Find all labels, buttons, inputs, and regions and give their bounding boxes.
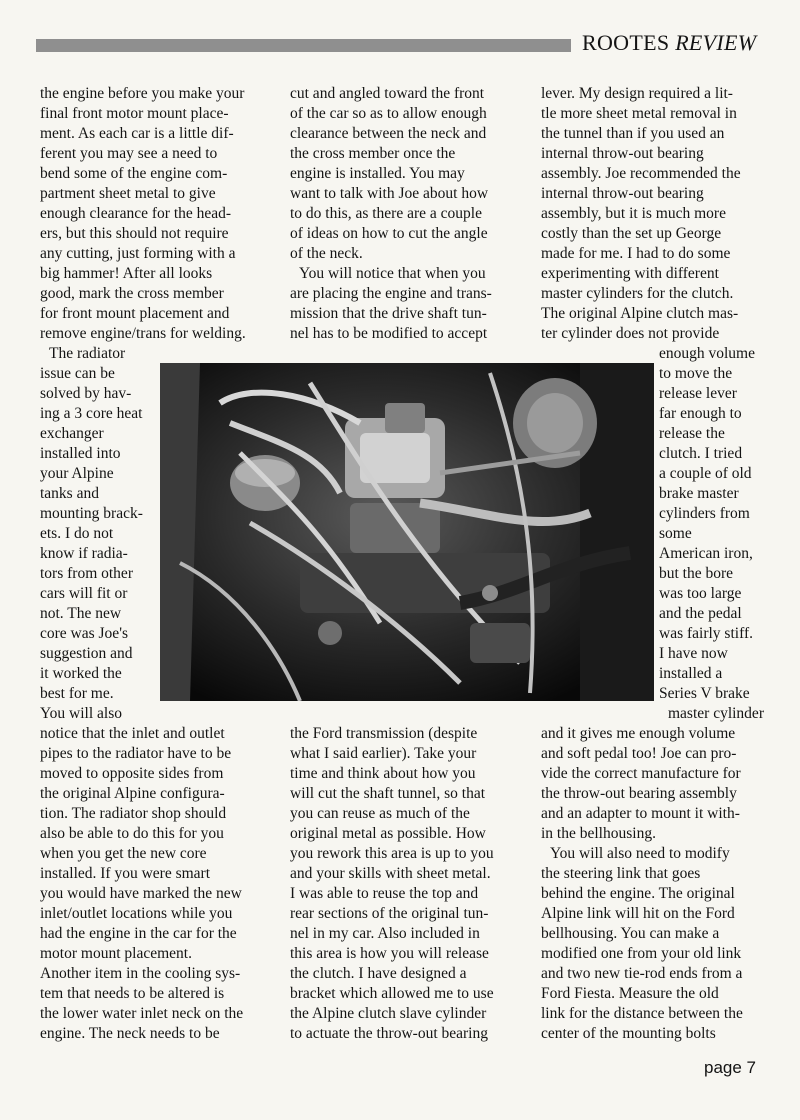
- text-line: master cylinders for the clutch.: [541, 285, 734, 302]
- text-line: the lower water inlet neck on the: [40, 1005, 244, 1022]
- text-line: costly than the set up George: [541, 225, 722, 242]
- text-line: what I said earlier). Take your: [290, 745, 477, 762]
- text-line: and it gives me enough volume: [541, 725, 736, 742]
- text-line: in the bellhousing.: [541, 825, 656, 842]
- text-line: best for me.: [40, 685, 114, 702]
- text-line: it worked the: [40, 665, 122, 682]
- text-line: your Alpine: [40, 465, 114, 482]
- engine-photo-graphic: [160, 363, 654, 701]
- text-line: moved to opposite sides from: [40, 765, 224, 782]
- text-line: link for the distance between the: [541, 1005, 743, 1022]
- text-line: partment sheet metal to give: [40, 185, 216, 202]
- text-line: Another item in the cooling sys-: [40, 965, 241, 982]
- text-line: good, mark the cross member: [40, 285, 224, 302]
- engine-bay-photo: [160, 363, 654, 701]
- text-line: to move the: [659, 365, 733, 382]
- text-line: lever. My design required a lit-: [541, 85, 733, 102]
- column3-wrap: [659, 344, 764, 724]
- text-line: ets. I do not: [40, 525, 114, 542]
- text-line: and your skills with sheet metal.: [290, 865, 491, 882]
- text-line: American iron,: [659, 545, 753, 562]
- text-line: ferent you may see a need to: [40, 145, 218, 162]
- header-rule: [36, 39, 571, 52]
- text-line: and two new tie-rod ends from a: [541, 965, 743, 982]
- text-line: the steering link that goes: [541, 865, 701, 882]
- text-line: to do this, as there are a couple: [290, 205, 482, 222]
- text-line: core was Joe's: [40, 625, 129, 642]
- text-line: You will also: [40, 705, 122, 722]
- text-line: tle more sheet metal removal in: [541, 105, 737, 122]
- text-line: installed. If you were smart: [40, 865, 211, 882]
- text-line: the cross member once the: [290, 145, 456, 162]
- text-line: behind the engine. The original: [541, 885, 735, 902]
- text-line: installed a: [659, 665, 723, 682]
- column3-top: [541, 84, 741, 344]
- text-line: Series V brake: [659, 685, 750, 702]
- text-line: original metal as possible. How: [290, 825, 486, 842]
- text-line: but the bore: [659, 565, 734, 582]
- text-line: bend some of the engine com-: [40, 165, 228, 182]
- text-line: final front motor mount place-: [40, 105, 229, 122]
- text-line: assembly, but it is much more: [541, 205, 726, 222]
- text-line: enough volume: [659, 345, 755, 362]
- title-italic: REVIEW: [675, 30, 757, 55]
- text-line: the original Alpine configura-: [40, 785, 225, 802]
- text-line: enough clearance for the head-: [40, 205, 232, 222]
- text-line: ers, but this should not require: [40, 225, 229, 242]
- text-line: You will also need to modify: [550, 845, 730, 862]
- text-line: the throw-out bearing assembly: [541, 785, 737, 802]
- text-line: experimenting with different: [541, 265, 719, 282]
- text-line: was fairly stiff.: [659, 625, 753, 642]
- text-line: internal throw-out bearing: [541, 185, 704, 202]
- text-line: tem that needs to be altered is: [40, 985, 225, 1002]
- text-line: rear sections of the original tun-: [290, 905, 489, 922]
- text-line: notice that the inlet and outlet: [40, 725, 225, 742]
- text-line: not. The new: [40, 605, 122, 622]
- column2-top: [290, 84, 492, 344]
- text-line: The original Alpine clutch mas-: [541, 305, 739, 322]
- text-line: any cutting, just forming with a: [40, 245, 236, 262]
- text-line: of ideas on how to cut the angle: [290, 225, 488, 242]
- text-line: exchanger: [40, 425, 104, 442]
- text-line: made for me. I had to do some: [541, 245, 731, 262]
- text-line: a couple of old: [659, 465, 752, 482]
- text-line: had the engine in the car for the: [40, 925, 237, 942]
- text-line: cylinders from: [659, 505, 750, 522]
- text-line: I was able to reuse the top and: [290, 885, 479, 902]
- text-line: are placing the engine and trans-: [290, 285, 492, 302]
- text-line: cut and angled toward the front: [290, 85, 485, 102]
- text-line: Alpine link will hit on the Ford: [541, 905, 735, 922]
- text-line: the Ford transmission (despite: [290, 725, 478, 742]
- text-line: the engine before you make your: [40, 85, 245, 102]
- text-line: when you get the new core: [40, 845, 207, 862]
- text-line: vide the correct manufacture for: [541, 765, 741, 782]
- column3-bottom: [541, 724, 743, 1044]
- text-line: clutch. I tried: [659, 445, 743, 462]
- text-line: pipes to the radiator have to be: [40, 745, 232, 762]
- text-line: this area is how you will release: [290, 945, 489, 962]
- text-line: installed into: [40, 445, 121, 462]
- text-line: big hammer! After all looks: [40, 265, 213, 282]
- text-line: of the neck.: [290, 245, 363, 262]
- text-line: bracket which allowed me to use: [290, 985, 494, 1002]
- text-line: release the: [659, 425, 725, 442]
- text-line: the clutch. I have designed a: [290, 965, 467, 982]
- text-line: tion. The radiator shop should: [40, 805, 227, 822]
- text-line: the tunnel than if you used an: [541, 125, 725, 142]
- text-line: tors from other: [40, 565, 133, 582]
- text-line: internal throw-out bearing: [541, 145, 704, 162]
- text-line: center of the mounting bolts: [541, 1025, 716, 1042]
- text-line: solved by hav-: [40, 385, 132, 402]
- text-line: engine is installed. You may: [290, 165, 465, 182]
- text-line: was too large: [659, 585, 742, 602]
- text-line: of the car so as to allow enough: [290, 105, 487, 122]
- column1-top: [40, 84, 246, 344]
- text-line: and soft pedal too! Joe can pro-: [541, 745, 737, 762]
- text-line: tanks and: [40, 485, 99, 502]
- text-line: release lever: [659, 385, 737, 402]
- text-line: Ford Fiesta. Measure the old: [541, 985, 719, 1002]
- text-line: brake master: [659, 485, 739, 502]
- text-line: remove engine/trans for welding.: [40, 325, 246, 342]
- text-line: suggestion and: [40, 645, 133, 662]
- text-line: engine. The neck needs to be: [40, 1025, 220, 1042]
- text-line: to actuate the throw-out bearing: [290, 1025, 488, 1042]
- text-line: bellhousing. You can make a: [541, 925, 720, 942]
- text-line: modified one from your old link: [541, 945, 742, 962]
- text-line: nel has to be modified to accept: [290, 325, 488, 342]
- text-line: motor mount placement.: [40, 945, 192, 962]
- text-line: and an adapter to mount it with-: [541, 805, 740, 822]
- text-line: some: [659, 525, 692, 542]
- text-line: cars will fit or: [40, 585, 128, 602]
- text-line: I have now: [659, 645, 728, 662]
- title-main: ROOTES: [582, 30, 670, 55]
- column1-wrap: [40, 344, 143, 724]
- text-line: ing a 3 core heat: [40, 405, 143, 422]
- text-line: master cylinder: [668, 705, 764, 722]
- text-line: ment. As each car is a little dif-: [40, 125, 234, 142]
- text-line: for front mount placement and: [40, 305, 230, 322]
- text-line: clearance between the neck and: [290, 125, 487, 142]
- text-line: issue can be: [40, 365, 115, 382]
- magazine-title: [582, 30, 756, 56]
- text-line: also be able to do this for you: [40, 825, 224, 842]
- text-line: nel in my car. Also included in: [290, 925, 480, 942]
- text-line: ter cylinder does not provide: [541, 325, 720, 342]
- column2-bottom: [290, 724, 494, 1044]
- text-line: The radiator: [49, 345, 126, 362]
- text-line: mounting brack-: [40, 505, 143, 522]
- text-line: and the pedal: [659, 605, 742, 622]
- column1-bottom: [40, 724, 243, 1044]
- text-line: You will notice that when you: [299, 265, 486, 282]
- text-line: mission that the drive shaft tun-: [290, 305, 487, 322]
- text-line: time and think about how you: [290, 765, 476, 782]
- text-line: you rework this area is up to you: [290, 845, 494, 862]
- text-line: know if radia-: [40, 545, 128, 562]
- text-line: you would have marked the new: [40, 885, 242, 902]
- text-line: far enough to: [659, 405, 742, 422]
- text-line: the Alpine clutch slave cylinder: [290, 1005, 487, 1022]
- page-number: page 7: [704, 1058, 756, 1077]
- text-line: assembly. Joe recommended the: [541, 165, 741, 182]
- text-line: want to talk with Joe about how: [290, 185, 489, 202]
- text-line: inlet/outlet locations while you: [40, 905, 233, 922]
- text-line: will cut the shaft tunnel, so that: [290, 785, 486, 802]
- text-line: you can reuse as much of the: [290, 805, 470, 822]
